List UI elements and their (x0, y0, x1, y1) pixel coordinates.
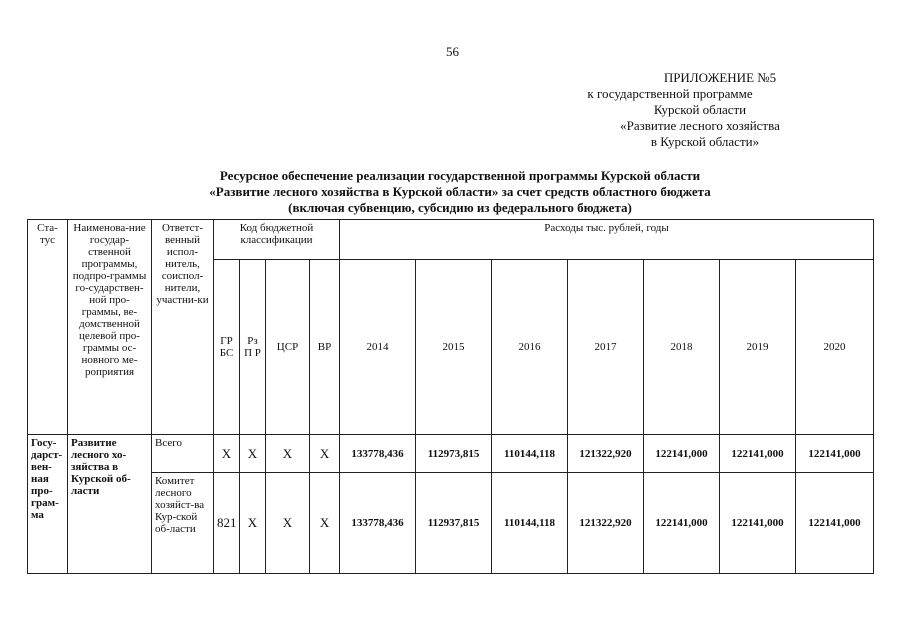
row-value: 133778,436 (340, 473, 416, 574)
appendix-line: «Развитие лесного хозяйства (620, 118, 780, 133)
row-vr: Х (310, 473, 340, 574)
header-vr: ВР (310, 260, 340, 435)
row-responsible: Комитет лесного хозяйст-ва Кур-ской об-ласти (152, 473, 214, 574)
title-line: (включая субвенцию, субсидию из федерального бюджета) (288, 200, 632, 215)
row-responsible: Всего (152, 435, 214, 473)
row-grbs: Х (214, 435, 240, 473)
row-value: 110144,118 (492, 473, 568, 574)
row-value: 122141,000 (644, 435, 720, 473)
resource-table (27, 219, 874, 574)
header-year: 2015 (416, 260, 492, 435)
header-year: 2020 (796, 260, 874, 435)
header-responsible: Ответст-венный испол-нитель, соиспол-нители, участни-ки (152, 220, 214, 435)
appendix-header (520, 70, 860, 150)
row-value: 121322,920 (568, 435, 644, 473)
row-value: 110144,118 (492, 435, 568, 473)
row-value: 122141,000 (796, 435, 874, 473)
row-grbs: 821 (214, 473, 240, 574)
row-name: Развитие лесного хо-зяйства в Курской об-ласти (68, 435, 152, 574)
header-expenses: Расходы тыс. рублей, годы (340, 220, 874, 260)
row-vr: Х (310, 435, 340, 473)
appendix-line: в Курской области» (650, 134, 760, 149)
row-csr: Х (266, 435, 310, 473)
header-name: Наименова-ние государ-ственной программы, подпро-граммы го-сударствен-ной про-граммы, ве-домственной целевой про-граммы ос-новного ме-роприятия (68, 220, 152, 435)
row-csr: Х (266, 473, 310, 574)
document-title (100, 168, 820, 216)
header-year: 2017 (568, 260, 644, 435)
appendix-line: Курской области (653, 102, 747, 117)
header-budget-code: Код бюджетной классификации (214, 220, 340, 260)
header-rzpr: Рз П Р (240, 260, 266, 435)
header-year: 2016 (492, 260, 568, 435)
header-grbs: ГР БС (214, 260, 240, 435)
row-value: 133778,436 (340, 435, 416, 473)
header-year: 2018 (644, 260, 720, 435)
appendix-title: ПРИЛОЖЕНИЕ №5 (663, 70, 777, 85)
title-line: Ресурсное обеспечение реализации государственной программы Курской области (219, 168, 701, 183)
row-value: 122141,000 (720, 435, 796, 473)
header-year: 2019 (720, 260, 796, 435)
table-row (28, 435, 874, 473)
row-value: 112937,815 (416, 473, 492, 574)
row-rzpr: Х (240, 435, 266, 473)
header-year: 2014 (340, 260, 416, 435)
row-status: Госу-дарст-вен-ная про-грам-ма (28, 435, 68, 574)
row-value: 122141,000 (644, 473, 720, 574)
row-value: 122141,000 (720, 473, 796, 574)
row-value: 112973,815 (416, 435, 492, 473)
header-csr: ЦСР (266, 260, 310, 435)
header-status: Ста-тус (28, 220, 68, 435)
row-rzpr: Х (240, 473, 266, 574)
title-line: «Развитие лесного хозяйства в Курской области» за счет средств областного бюджета (209, 184, 711, 199)
table-row (28, 473, 874, 574)
appendix-line: к государственной программе (587, 86, 753, 101)
page-number: 56 (446, 44, 459, 59)
row-value: 121322,920 (568, 473, 644, 574)
row-value: 122141,000 (796, 473, 874, 574)
